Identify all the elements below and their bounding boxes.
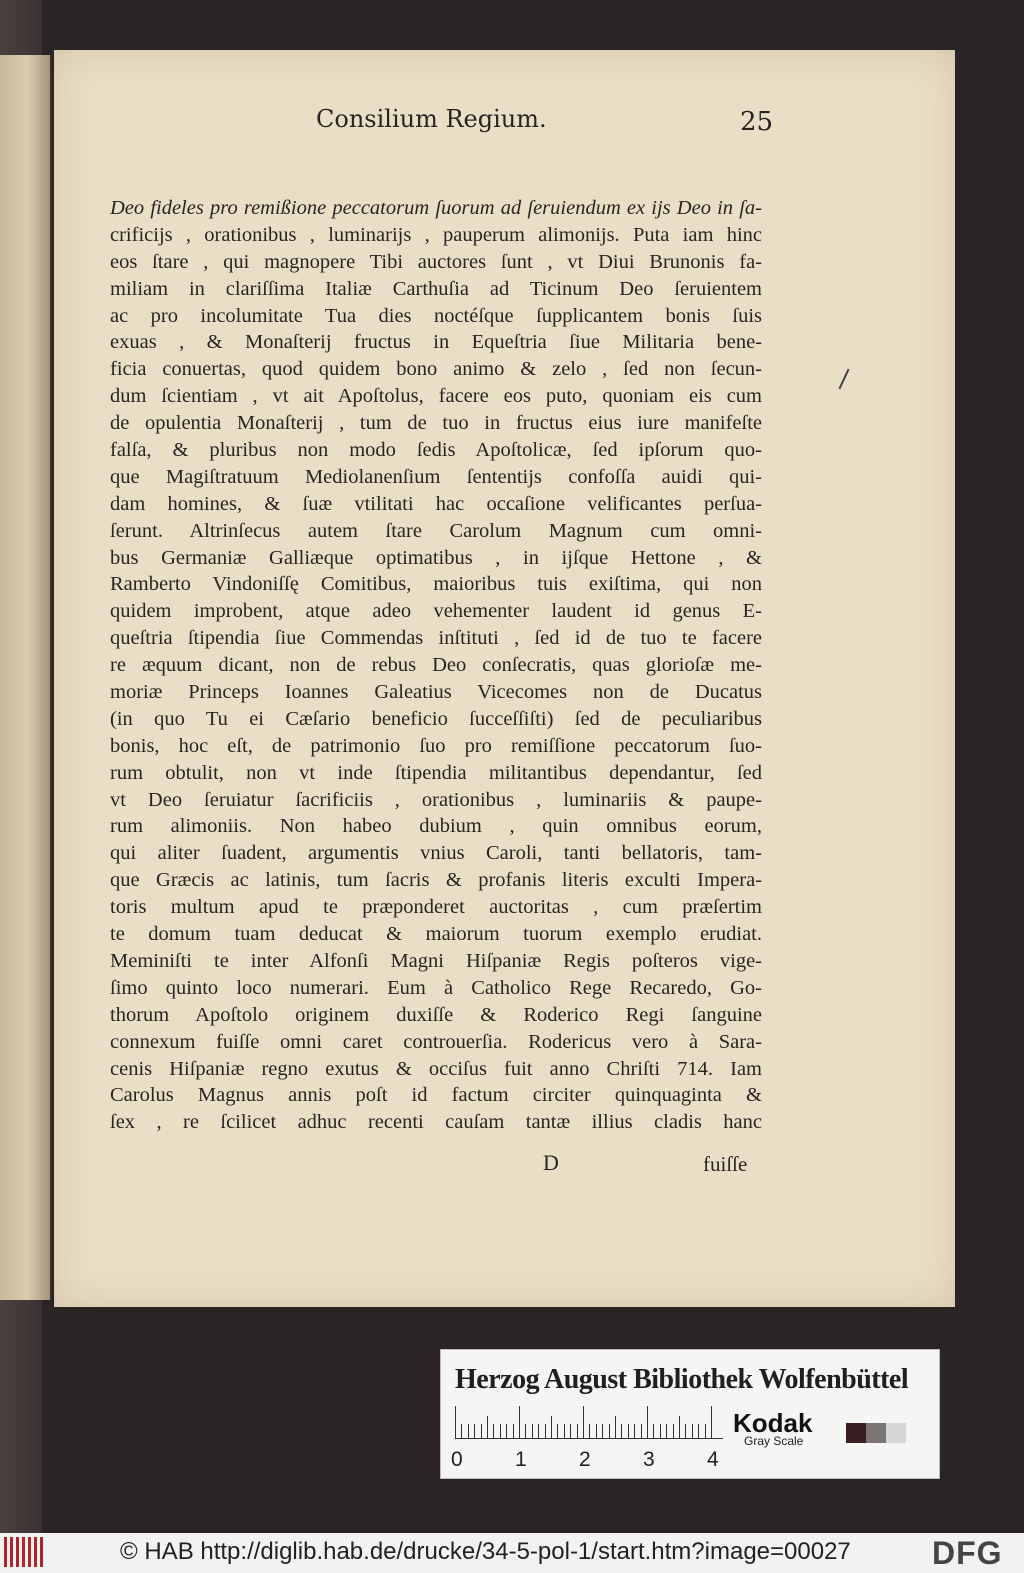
text-line: cenis Hiſpaniæ regno exutus & occiſus fuit anno Chriſti 714. Iam [110,1057,762,1080]
text-line: moriæ Princeps Ioannes Galeatius Vicecomes non de Ducatus [110,681,762,704]
text-line: dam homines, & ſuæ vtilitati hac occaſione velificantes perſua- [110,492,762,515]
text-line: ſimo quinto loco numerari. Eum à Catholico Rege Recaredo, Go- [110,976,762,999]
text-line: re æquum dicant, non de rebus Deo conſecratis, quas glorioſæ me- [110,654,762,677]
ruler-tick [557,1424,558,1438]
ruler-tick [711,1406,712,1438]
color-calibration-card [440,1349,940,1479]
ruler-tick [474,1424,475,1438]
ruler-tick [506,1424,507,1438]
footer-bar [0,1533,1024,1573]
ruler-tick [577,1424,578,1438]
text-line: connexum fuiſſe omni caret controuerſia. Rodericus vero à Sara- [110,1030,762,1053]
text-line: thorum Apoſtolo originem duxiſſe & Roderico Regi ſanguine [110,1003,762,1026]
text-line: falſa, & pluribus non modo ſedis Apoſtolicæ, ſed ipſorum quo- [110,439,762,462]
text-line: rum alimoniis. Non habeo dubium , quin omnibus eorum, [110,815,762,838]
ruler-baseline [455,1438,723,1439]
ruler-tick [538,1424,539,1438]
text-line: (in quo Tu ei Cæſario beneficio ſucceſſiſti) ſed de peculiaribus [110,707,762,730]
ruler-tick [468,1424,469,1438]
ruler-tick [487,1416,488,1438]
text-line: bonis, hoc eſt, de patrimonio ſuo pro remiſſione peccatorum ſuo- [110,734,762,757]
text-line: Meminiſti te inter Alfonſi Magni Hiſpaniæ Regis poſteros vige- [110,949,762,972]
text-line: que Magiſtratuum Mediolanenſium ſententijs confoſſa auidi qui- [110,465,762,488]
ruler-number: 3 [643,1448,655,1471]
gray-scale-label: Gray Scale [744,1434,804,1448]
signature-mark: D [543,1150,559,1175]
ruler-tick [493,1424,494,1438]
gray-swatch [846,1423,866,1443]
gray-scale-swatches [846,1423,906,1443]
adjacent-page-edge [0,55,52,1300]
ruler-tick [596,1424,597,1438]
text-line: Ramberto Vindoniſſę Comitibus, maioribus tuis exiſtima, qui non [110,573,762,596]
text-line: miliam in clariſſima Italiæ Carthuſia ad Ticinum Deo ſeruientem [110,277,762,300]
ruler-tick [679,1416,680,1438]
ruler-tick [602,1424,603,1438]
ruler-numbers [451,1448,721,1472]
text-line: crificijs , orationibus , luminarijs , pauperum alimonijs. Puta iam hinc [110,223,762,246]
ruler-tick [570,1424,571,1438]
ruler-tick [692,1424,693,1438]
ruler-tick [673,1424,674,1438]
ruler-tick [634,1424,635,1438]
ruler-tick [698,1424,699,1438]
ruler-tick [551,1416,552,1438]
ruler-tick [513,1424,514,1438]
text-line: Carolus Magnus annis poſt id factum circiter quinquaginta & [110,1084,762,1107]
text-line: ficia conuertas, quod quidem bono animo & zelo , ſed non ſecun- [110,358,762,381]
ruler-tick [666,1424,667,1438]
text-line: rum obtulit, non vt inde ſtipendia militantibus dependantur, ſed [110,761,762,784]
ruler-tick [583,1406,584,1438]
ruler-tick [455,1406,456,1438]
ruler-tick [481,1424,482,1438]
ruler-tick [461,1424,462,1438]
kodak-logo-text: Kodak [733,1408,813,1438]
text-line: ſerunt. Altrinſecus autem ſtare Carolum Magnum cum omni- [110,519,762,542]
dfg-logo: DFG [932,1535,1003,1571]
ruler-tick [653,1424,654,1438]
catchword: fuiſſe [703,1152,748,1176]
ruler-tick [615,1416,616,1438]
text-line: Deo fideles pro remißione peccatorum ſuorum ad ſeruiendum ex ijs Deo in ſa- [110,197,762,219]
ruler-tick [647,1406,648,1438]
text-line: toris multum apud te præponderet auctoritas , cum præſertim [110,896,762,919]
text-line: qui aliter ſuadent, argumentis vnius Caroli, tanti bellatoris, tam- [110,842,762,865]
ruler-number: 1 [515,1448,527,1471]
body-text [110,195,762,1136]
ruler-tick [685,1424,686,1438]
ruler-tick [621,1424,622,1438]
hab-logo-icon [4,1537,44,1567]
ruler-tick [705,1424,706,1438]
ruler-tick [641,1424,642,1438]
ruler-tick [628,1424,629,1438]
text-line: dum ſcientiam , vt ait Apoſtolus, facere eos puto, quoniam eis cum [110,385,762,408]
scale-ruler [455,1406,725,1442]
text-line: vt Deo ſeruiatur ſacrificiis , orationibus , luminariis & paupe- [110,788,762,811]
running-head-title: Consilium Regium. [316,105,547,133]
library-name: Herzog August Bibliothek Wolfenbüttel [455,1364,909,1395]
page-number: 25 [740,107,774,137]
ruler-tick [564,1424,565,1438]
text-line: queſtria ſtipendia ſiue Commendas inſtituti , ſed id de tuo te facere [110,627,762,650]
ruler-number: 2 [579,1448,591,1471]
ruler-tick [519,1406,520,1438]
gray-swatch [886,1423,906,1443]
text-line: te domum tuam deducat & maiorum tuorum exemplo erudiat. [110,923,762,946]
ruler-tick [532,1424,533,1438]
ruler-tick [525,1424,526,1438]
ruler-number: 4 [707,1448,719,1471]
footer-url[interactable]: © HAB http://diglib.hab.de/drucke/34-5-pol-1/start.htm?image=00027 [120,1538,851,1565]
text-line: ſex , re ſcilicet adhuc recenti cauſam tantæ illius cladis hanc [110,1111,762,1134]
ruler-number: 0 [451,1448,463,1471]
ruler-tick [500,1424,501,1438]
text-line: bus Germaniæ Galliæque optimatibus , in ijſque Hettone , & [110,546,762,569]
ruler-tick [545,1424,546,1438]
ruler-tick [609,1424,610,1438]
ruler-tick [589,1424,590,1438]
gray-swatch [866,1423,886,1443]
text-line: ac pro incolumitate Tua dies noctéſque ſupplicantem bonis ſuis [110,304,762,327]
text-line: quidem improbent, atque adeo vehementer laudent id genus E- [110,600,762,623]
text-line: de opulentia Monaſterij , tum de tuo in fructus eius iure manifeſte [110,412,762,435]
text-line: exuas , & Monaſterij fructus in Equeſtria ſiue Militaria bene- [110,331,762,354]
text-line: que Græcis ac latinis, tum ſacris & profanis literis exculti Impera- [110,869,762,892]
text-line: eos ſtare , qui magnopere Tibi auctores ſunt , vt Diui Brunonis fa- [110,250,762,273]
ruler-tick [660,1424,661,1438]
